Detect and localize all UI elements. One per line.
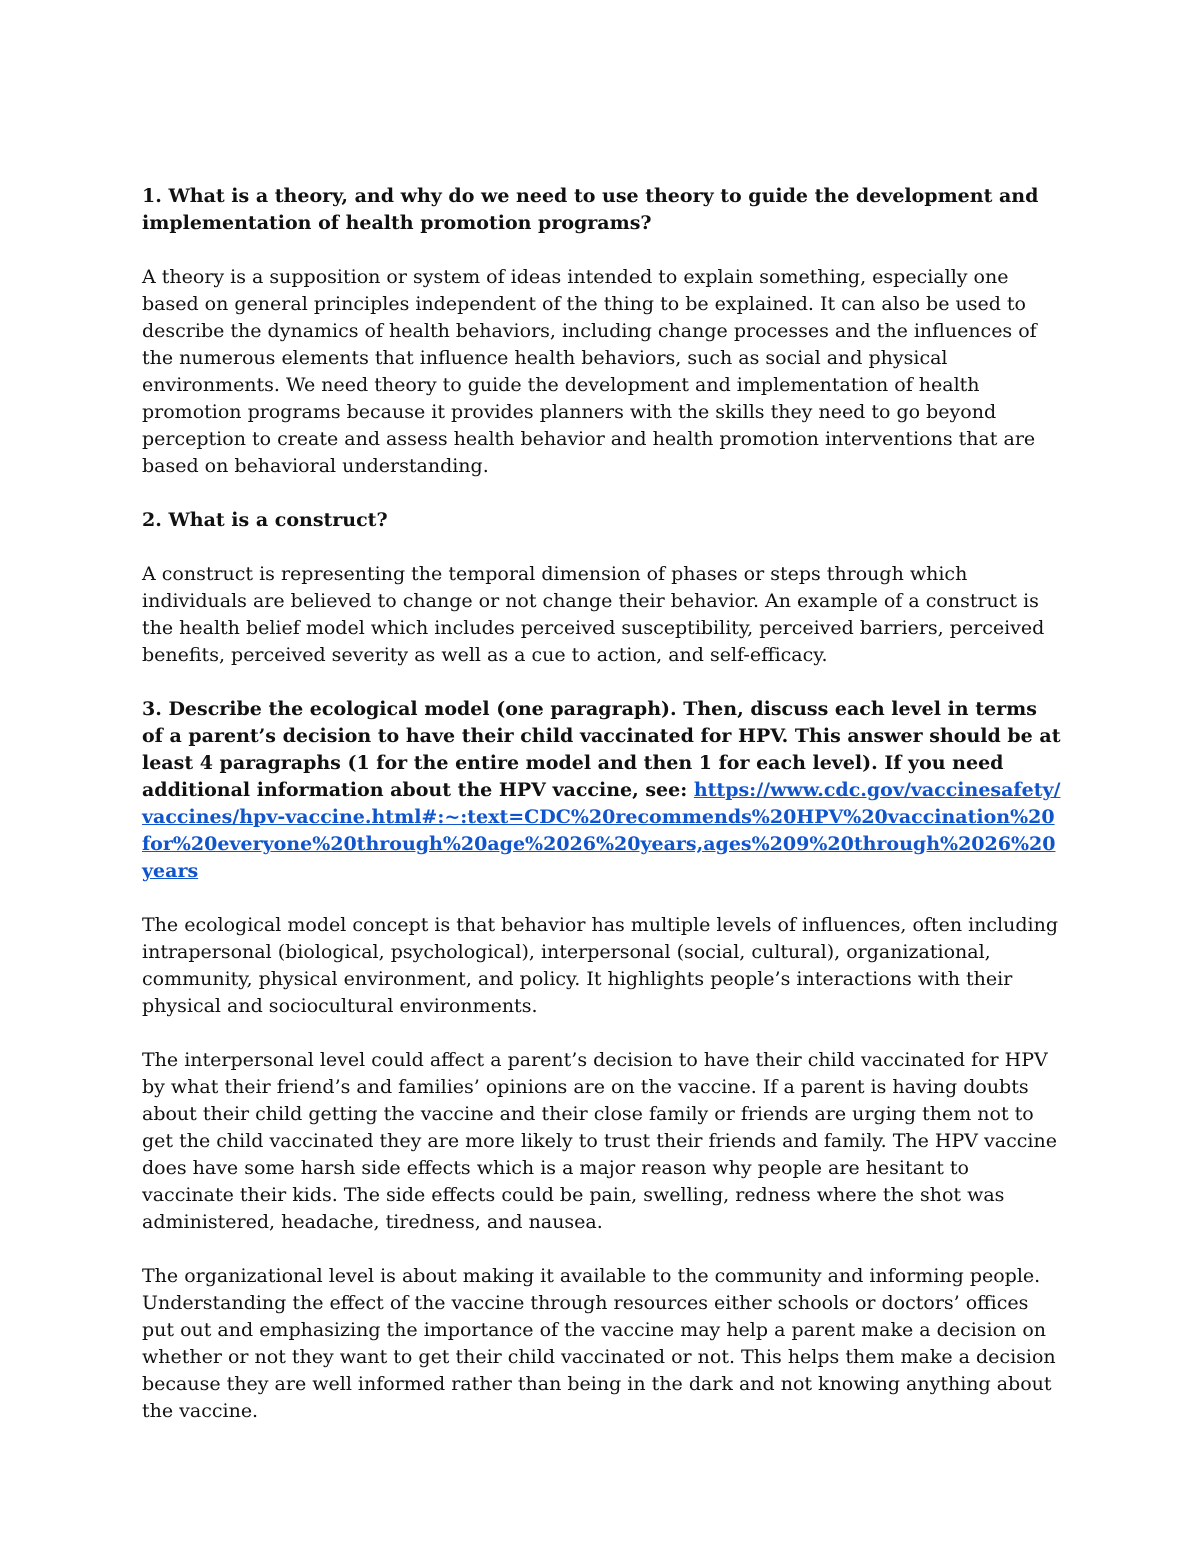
hpv-vaccine-link[interactable]: https://www.cdc.gov/vaccinesafety/vaccines/hpv-vaccine.html#:~:text=CDC%20recommends%20HPV%20vaccination%20for%20everyone%20through%20age%2026%20years,ages%209%20through%2026%20years xyxy=(142,779,1061,882)
question-3-heading xyxy=(142,696,1062,885)
question-1-heading: 1. What is a theory, and why do we need to use theory to guide the development and implementation of health promotion programs? xyxy=(142,185,1039,234)
question-1-answer: A theory is a supposition or system of ideas intended to explain something, especially one based on general principles independent of the thing to be explained. It can also be used to describe the dynamics of health behaviors, including change processes and the influences of the numerous elements that influence health behaviors, such as social and physical environments. We need theory to guide the development and implementation of health promotion programs because it provides planners with the skills they need to go beyond perception to create and assess health behavior and health promotion interventions that are based on behavioral understanding. xyxy=(142,266,1037,477)
question-3-answer-interpersonal: The interpersonal level could affect a parent’s decision to have their child vaccinated for HPV by what their friend’s and families’ opinions are on the vaccine. If a parent is having doubts about their child getting the vaccine and their close family or friends are urging them not to get the child vaccinated they are more likely to trust their friends and family. The HPV vaccine does have some harsh side effects which is a major reason why people are hesitant to vaccinate their kids. The side effects could be pain, swelling, redness where the shot was administered, headache, tiredness, and nausea. xyxy=(142,1049,1057,1233)
question-3-answer-organizational: The organizational level is about making it available to the community and informing people. Understanding the effect of the vaccine through resources either schools or doctors’ offices put out and emphasizing the importance of the vaccine may help a parent make a decision on whether or not they want to get their child vaccinated or not. This helps them make a decision because they are well informed rather than being in the dark and not knowing anything about the vaccine. xyxy=(142,1265,1056,1422)
question-3-heading-text: 3. Describe the ecological model (one paragraph). Then, discuss each level in terms of a parent’s decision to have their child vaccinated for HPV. This answer should be at least 4 paragraphs (1 for the entire model and then 1 for each level). If you need additional information about the HPV vaccine, see: xyxy=(142,698,1061,801)
question-2-heading: 2. What is a construct? xyxy=(142,509,388,531)
question-2-answer: A construct is representing the temporal dimension of phases or steps through which individuals are believed to change or not change their behavior. An example of a construct is the health belief model which includes perceived susceptibility, perceived barriers, perceived benefits, perceived severity as well as a cue to action, and self-efficacy. xyxy=(142,563,1045,666)
document-page xyxy=(142,183,1062,1452)
question-3-answer-model: The ecological model concept is that behavior has multiple levels of influences, often including intrapersonal (biological, psychological), interpersonal (social, cultural), organizational, community, physical environment, and policy. It highlights people’s interactions with their physical and sociocultural environments. xyxy=(142,914,1059,1017)
